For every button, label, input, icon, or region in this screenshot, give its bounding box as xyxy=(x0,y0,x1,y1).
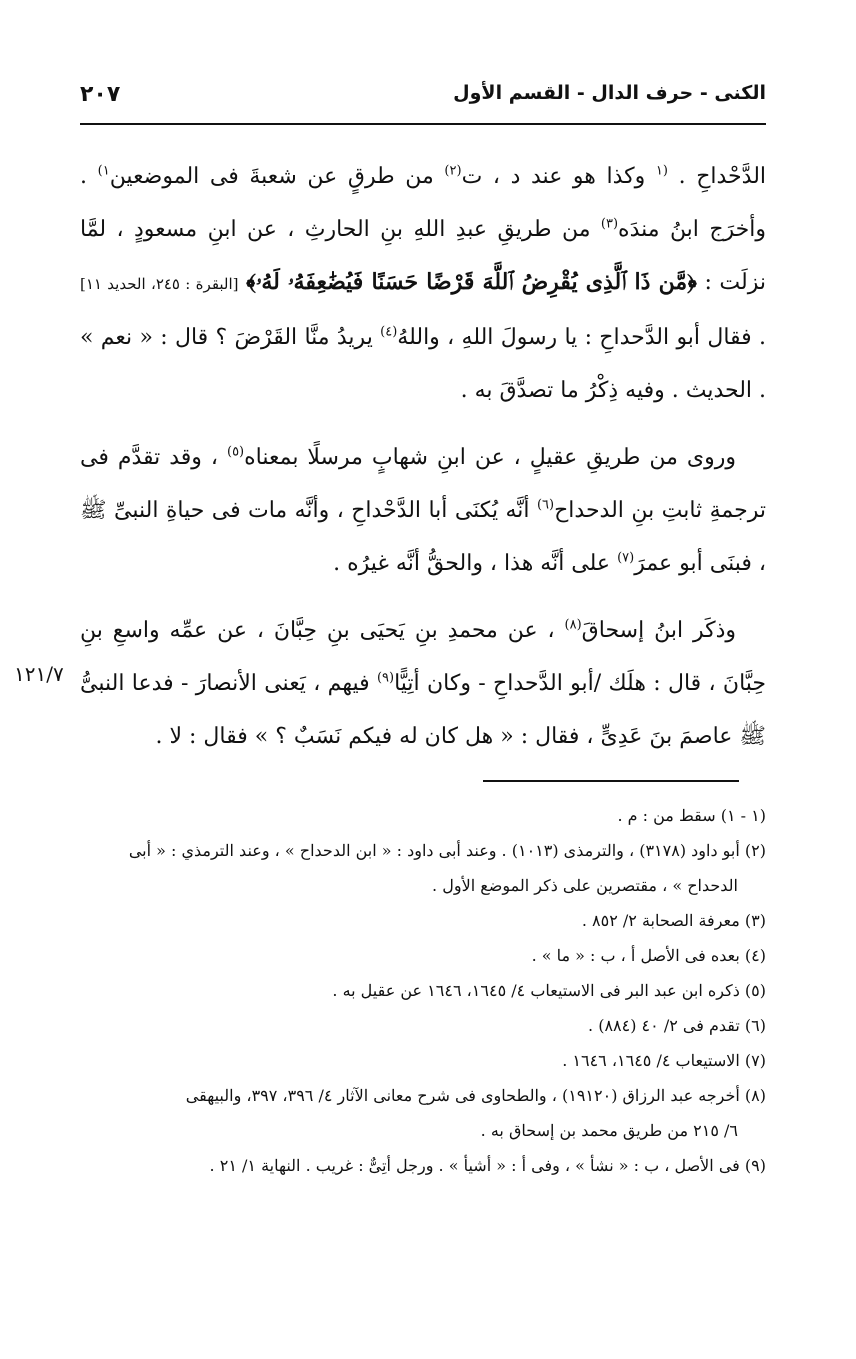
footnote-continuation: ٦/ ٢١٥ من طريق محمد بن إسحاق به . xyxy=(480,1121,738,1140)
footnote-ref: ١) xyxy=(97,163,110,179)
text-run: من طرقٍ عن شعبةَ فى الموضعين xyxy=(109,164,434,189)
footnote xyxy=(80,938,766,973)
paragraph-1 xyxy=(80,150,766,417)
footnote-ref: (٥) xyxy=(226,444,245,460)
footnote xyxy=(80,903,766,938)
footnote-ref: (٧) xyxy=(617,550,635,566)
footnote xyxy=(80,1148,766,1183)
footnote-separator xyxy=(483,780,739,782)
page-header xyxy=(80,82,766,116)
footnote-text: (٣) معرفة الصحابة ٢/ ٨٥٢ . xyxy=(581,911,766,930)
text-run: وكذا هو عند د ، ت xyxy=(461,164,646,189)
footnote xyxy=(80,1008,766,1043)
footnote-text: (٥) ذكره ابن عبد البر فى الاستيعاب ٤/ ١٦٤٥، ١٦٤٦ عن عقيل به . xyxy=(332,981,766,1000)
text-run: وروى من طريقِ عقيلٍ ، عن ابنِ شهابٍ مرسلًا بمعناه xyxy=(244,445,736,470)
page-number: ٢٠٧ xyxy=(80,82,121,107)
text-run: وأخرَج ابنُ مندَه xyxy=(618,217,766,242)
text-run: ، وقد تقدَّم فى ترجمةِ ثابتِ بنِ الدحداح xyxy=(80,445,766,523)
text-run: الدَّحْداحِ . xyxy=(678,164,767,189)
text-run: من طريقِ عبدِ اللهِ بنِ الحارثِ ، عن ابنِ مسعودٍ ، لمَّا نزلَت : xyxy=(80,217,766,295)
footnote-ref: (٢) xyxy=(444,163,462,179)
text-run: وذكَر ابنُ إسحاقَ xyxy=(581,618,737,643)
text-run: ، عن محمدِ بنِ يَحيَى بنِ حِبَّانَ ، عن عمِّه واسعِ بنِ حِبَّانَ ، قال : هلَك /أبو الدَّحداحِ - وكان أتِيًّا xyxy=(80,618,767,696)
paragraph-2 xyxy=(80,431,766,590)
footnotes xyxy=(80,798,766,1183)
footnote-text: (٩) فى الأصل ، ب : « نشأ » ، وفى أ : « أشيأ » . ورجل أتِىٌّ : غريب . النهاية ١/ ٢١ . xyxy=(209,1156,766,1175)
footnote-text: (١ - ١) سقط من : م . xyxy=(617,806,766,825)
header-rule xyxy=(80,123,766,125)
text-run: . فقال أبو الدَّحداحِ : يا رسولَ اللهِ ، واللهُ xyxy=(397,325,766,350)
footnote-continuation: الدحداح » ، مقتصرين على ذكر الموضع الأول . xyxy=(432,876,738,895)
main-text xyxy=(80,150,766,777)
footnote xyxy=(80,973,766,1008)
footnote xyxy=(80,798,766,833)
text-run: يريدُ منَّا القَرْضَ ؟ قال : « نعم » . الحديث . وفيه ذِكْرُ ما تصدَّقَ به . xyxy=(80,325,766,403)
footnote-text: (٤) بعده فى الأصل أ ، ب : « ما » . xyxy=(531,946,766,965)
footnote-ref: (٣) xyxy=(600,216,619,232)
text-run: . xyxy=(80,164,87,189)
footnote-text: (٦) تقدم فى ٢/ ٤٠ (٨٨٤) . xyxy=(588,1016,766,1035)
footnote-text: (٧) الاستيعاب ٤/ ١٦٤٥، ١٦٤٦ . xyxy=(562,1051,766,1070)
footnote xyxy=(80,1078,766,1148)
running-title: الكنى - حرف الدال - القسم الأول xyxy=(453,82,766,104)
footnote-ref: (١ xyxy=(655,163,668,179)
footnote-ref: (٩) xyxy=(376,670,395,686)
footnote xyxy=(80,1043,766,1078)
margin-reference: ١٢١/٧ xyxy=(14,662,64,686)
text-run: على أنَّه هذا ، والحقُّ أنَّه غيرُه . xyxy=(333,551,611,576)
verse-citation: [البقرة : ٢٤٥، الحديد ١١] xyxy=(80,275,239,293)
paragraph-3 xyxy=(80,604,766,763)
footnote-text: (٢) أبو داود (٣١٧٨) ، والترمذى (١٠١٣) . وعند أبى داود : « ابن الدحداح » ، وعند الترمذي : « أبى xyxy=(128,841,766,860)
text-run: فيهم ، يَعنى الأنصارَ - فدعا النبىُّ ﷺ عاصمَ بنَ عَدِىٍّ ، فقال : « هل كان له فيكم نَسَبٌ ؟ » فقال : لا . xyxy=(80,671,766,749)
footnote-text: (٨) أخرجه عبد الرزاق (١٩١٢٠) ، والطحاوى فى شرح معانى الآثار ٤/ ٣٩٦، ٣٩٧، والبيهقى xyxy=(185,1086,766,1105)
footnote-ref: (٦) xyxy=(536,497,555,513)
text-run: أنَّه يُكنَى أبا الدَّحْداحِ ، وأنَّه مات فى حياةِ النبىِّ ﷺ ، فبنَى أبو عمرَ xyxy=(80,498,766,576)
footnote-ref: (٨) xyxy=(564,617,582,633)
footnote xyxy=(80,833,766,903)
footnote-ref: (٤) xyxy=(380,324,398,340)
quran-verse: ﴿مَّن ذَا ٱلَّذِى يُقْرِضُ ٱللَّهَ قَرْضًا حَسَنًا فَيُضَٰعِفَهُۥ لَهُۥ﴾ xyxy=(246,269,697,295)
